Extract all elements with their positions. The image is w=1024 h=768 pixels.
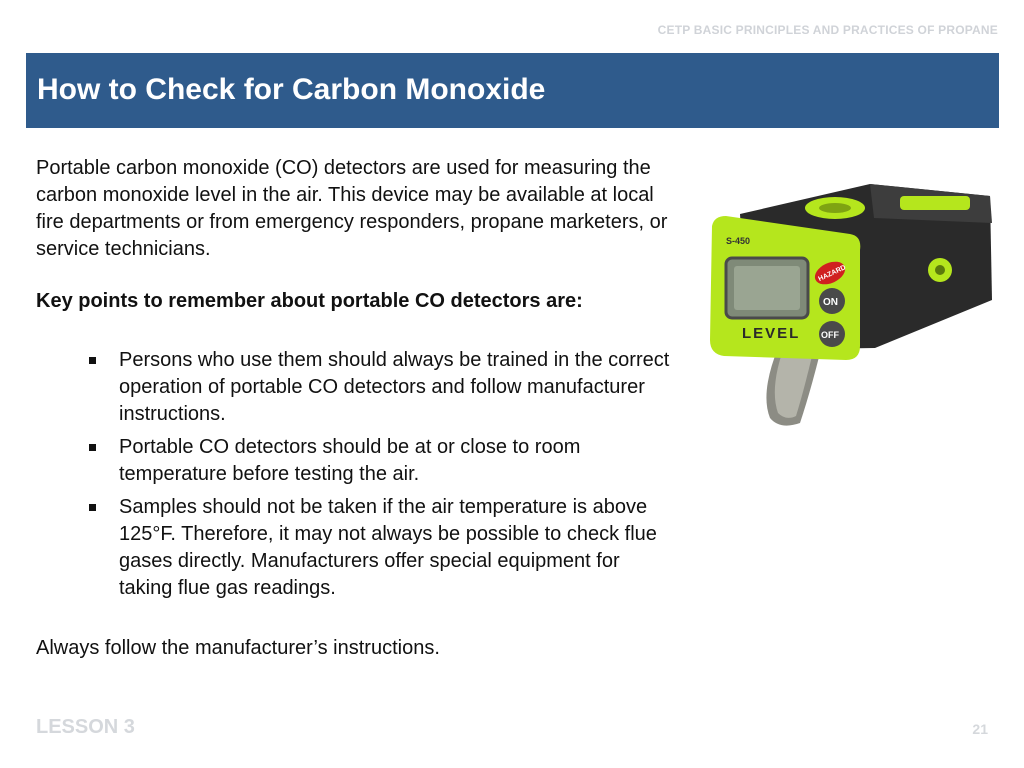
bullet-text: Samples should not be taken if the air temperature is above 125°F. Therefore, it may not always be possible to check flue gases directly. Manufacturers offer special equipment for taking flue gas readings. xyxy=(119,496,657,599)
bullet-item xyxy=(36,434,676,488)
sensor-opening xyxy=(819,203,851,213)
square-bullet-icon xyxy=(89,444,96,451)
key-points-heading: Key points to remember about portable CO detectors are: xyxy=(36,290,583,312)
side-port-hole xyxy=(935,265,945,275)
slide-title: How to Check for Carbon Monoxide xyxy=(37,73,546,106)
intro-paragraph: Portable carbon monoxide (CO) detectors are used for measuring the carbon monoxide level in the air. This device may be available at local fire departments or from emergency responders, propane marketers, or service technicians. xyxy=(36,157,668,260)
bullet-text: Persons who use them should always be trained in the correct operation of portable CO detectors and follow manufacturer instructions. xyxy=(119,349,670,425)
svg-text:HAZARD: HAZARD xyxy=(817,264,848,284)
bullet-text: Portable CO detectors should be at or close to room temperature before testing the air. xyxy=(119,436,581,485)
bullet-list xyxy=(36,347,676,608)
svg-text:OFF: OFF xyxy=(821,330,839,340)
bullet-item xyxy=(36,347,676,428)
page-number: 21 xyxy=(972,721,988,737)
course-header-label: CETP BASIC PRINCIPLES AND PRACTICES OF PROPANE xyxy=(657,23,998,37)
level-label: LEVEL xyxy=(742,325,801,342)
bullet-item xyxy=(36,494,676,602)
model-label: S-450 xyxy=(726,236,751,246)
on-button xyxy=(819,288,845,314)
square-bullet-icon xyxy=(89,504,96,511)
closing-note: Always follow the manufacturer’s instructions. xyxy=(36,637,440,659)
svg-text:ON: ON xyxy=(823,297,838,308)
title-bar xyxy=(26,53,999,128)
off-button xyxy=(819,321,845,347)
top-clip xyxy=(900,196,970,210)
lesson-label: LESSON 3 xyxy=(36,716,135,738)
square-bullet-icon xyxy=(89,357,96,364)
lcd-display xyxy=(734,266,800,310)
co-detector-photo xyxy=(700,178,1000,430)
